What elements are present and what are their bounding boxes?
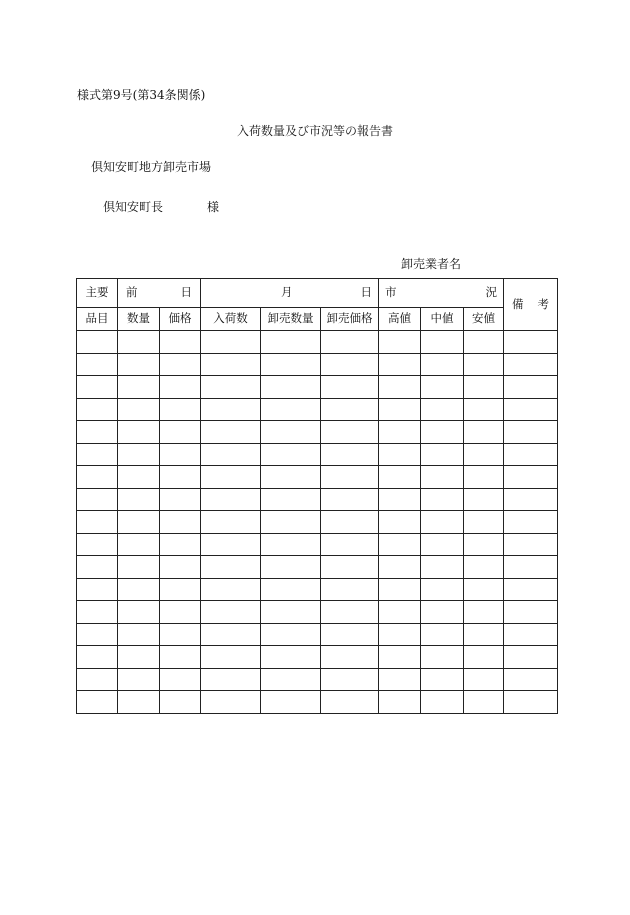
table-cell	[77, 466, 118, 489]
table-cell	[379, 421, 421, 444]
table-cell	[77, 556, 118, 579]
table-cell	[379, 691, 421, 714]
table-cell	[464, 466, 504, 489]
table-cell	[160, 331, 201, 354]
table-row	[77, 511, 558, 534]
table-cell	[77, 488, 118, 511]
table-cell	[464, 331, 504, 354]
table-cell	[201, 421, 261, 444]
table-cell	[118, 421, 160, 444]
table-cell	[321, 691, 379, 714]
table-cell	[504, 488, 558, 511]
table-cell	[504, 443, 558, 466]
table-row	[77, 623, 558, 646]
table-cell	[421, 533, 464, 556]
table-cell	[464, 646, 504, 669]
table-cell	[118, 398, 160, 421]
table-cell	[321, 353, 379, 376]
table-cell	[421, 466, 464, 489]
table-cell	[321, 511, 379, 534]
col-high-price: 高値	[379, 308, 421, 331]
table-cell	[77, 331, 118, 354]
table-row	[77, 601, 558, 624]
table-cell	[504, 601, 558, 624]
table-row	[77, 331, 558, 354]
table-cell	[321, 601, 379, 624]
table-cell	[160, 398, 201, 421]
col-mid-price: 中値	[421, 308, 464, 331]
table-cell	[321, 488, 379, 511]
table-cell	[118, 533, 160, 556]
table-cell	[379, 398, 421, 421]
table-cell	[464, 376, 504, 399]
table-cell	[77, 398, 118, 421]
table-cell	[321, 466, 379, 489]
table-cell	[504, 623, 558, 646]
table-cell	[321, 668, 379, 691]
table-cell	[261, 646, 321, 669]
table-cell	[504, 691, 558, 714]
table-cell	[77, 421, 118, 444]
table-cell	[321, 421, 379, 444]
table-cell	[160, 511, 201, 534]
table-cell	[261, 443, 321, 466]
table-cell	[118, 691, 160, 714]
table-cell	[77, 533, 118, 556]
table-cell	[504, 421, 558, 444]
table-cell	[160, 623, 201, 646]
table-cell	[201, 398, 261, 421]
table-cell	[201, 353, 261, 376]
table-cell	[504, 646, 558, 669]
header-row-2	[77, 308, 558, 331]
table-cell	[261, 578, 321, 601]
table-cell	[421, 646, 464, 669]
table-cell	[379, 646, 421, 669]
table-cell	[201, 466, 261, 489]
table-cell	[77, 691, 118, 714]
table-cell	[261, 331, 321, 354]
table-cell	[118, 556, 160, 579]
table-cell	[421, 421, 464, 444]
table-cell	[421, 376, 464, 399]
table-cell	[421, 601, 464, 624]
col-arrivals: 入荷数	[201, 308, 261, 331]
table-cell	[379, 376, 421, 399]
table-cell	[504, 353, 558, 376]
col-wholesale-price: 卸売価格	[321, 308, 379, 331]
table-cell	[118, 488, 160, 511]
table-cell	[118, 511, 160, 534]
item-header-top: 主要	[77, 279, 118, 308]
table-cell	[201, 511, 261, 534]
market-condition-header: 市 況	[379, 279, 504, 308]
table-row	[77, 646, 558, 669]
col-prev-quantity: 数量	[118, 308, 160, 331]
table-cell	[160, 578, 201, 601]
table-cell	[321, 646, 379, 669]
table-cell	[421, 353, 464, 376]
table-cell	[321, 556, 379, 579]
table-cell	[201, 623, 261, 646]
table-cell	[160, 691, 201, 714]
table-cell	[118, 466, 160, 489]
table-cell	[379, 533, 421, 556]
table-cell	[504, 398, 558, 421]
table-cell	[77, 601, 118, 624]
table-cell	[118, 623, 160, 646]
table-cell	[464, 511, 504, 534]
table-cell	[421, 488, 464, 511]
table-cell	[201, 646, 261, 669]
table-cell	[464, 488, 504, 511]
table-cell	[421, 691, 464, 714]
table-cell	[464, 556, 504, 579]
table-cell	[321, 398, 379, 421]
table-row	[77, 376, 558, 399]
table-cell	[77, 443, 118, 466]
table-cell	[160, 466, 201, 489]
table-cell	[77, 353, 118, 376]
table-cell	[261, 691, 321, 714]
table-cell	[201, 488, 261, 511]
table-cell	[160, 421, 201, 444]
table-cell	[118, 601, 160, 624]
table-row	[77, 466, 558, 489]
table-cell	[464, 421, 504, 444]
table-cell	[379, 556, 421, 579]
table-cell	[160, 533, 201, 556]
table-row	[77, 353, 558, 376]
table-cell	[261, 466, 321, 489]
table-cell	[464, 623, 504, 646]
market-name: 倶知安町地方卸売市場	[91, 160, 212, 174]
form-number: 様式第9号(第34条関係)	[77, 88, 206, 102]
table-cell	[201, 578, 261, 601]
table-cell	[77, 623, 118, 646]
table-row	[77, 668, 558, 691]
table-cell	[77, 578, 118, 601]
table-cell	[421, 398, 464, 421]
table-cell	[77, 668, 118, 691]
table-cell	[464, 601, 504, 624]
report-table	[76, 278, 558, 714]
table-row	[77, 533, 558, 556]
table-row	[77, 421, 558, 444]
table-cell	[160, 376, 201, 399]
table-cell	[261, 601, 321, 624]
table-cell	[321, 376, 379, 399]
table-cell	[421, 578, 464, 601]
table-cell	[321, 578, 379, 601]
table-cell	[504, 376, 558, 399]
table-cell	[504, 466, 558, 489]
table-cell	[160, 443, 201, 466]
table-cell	[118, 353, 160, 376]
table-cell	[261, 556, 321, 579]
table-cell	[379, 578, 421, 601]
item-header-bottom: 品目	[77, 308, 118, 331]
table-cell	[379, 601, 421, 624]
table-cell	[421, 443, 464, 466]
table-cell	[201, 556, 261, 579]
col-prev-price: 価格	[160, 308, 201, 331]
table-cell	[379, 443, 421, 466]
table-cell	[261, 421, 321, 444]
table-cell	[379, 353, 421, 376]
table-cell	[379, 668, 421, 691]
table-cell	[261, 533, 321, 556]
table-row	[77, 691, 558, 714]
table-cell	[118, 646, 160, 669]
table-cell	[160, 601, 201, 624]
table-cell	[201, 533, 261, 556]
prev-day-header: 前 日	[118, 279, 201, 308]
document-title: 入荷数量及び市況等の報告書	[237, 124, 394, 138]
table-cell	[118, 376, 160, 399]
table-cell	[464, 398, 504, 421]
remarks-header: 備 考	[504, 279, 558, 331]
table-cell	[504, 556, 558, 579]
table-cell	[464, 443, 504, 466]
table-cell	[77, 646, 118, 669]
table-cell	[201, 443, 261, 466]
table-cell	[160, 488, 201, 511]
table-cell	[77, 376, 118, 399]
table-row	[77, 488, 558, 511]
col-wholesale-quantity: 卸売数量	[261, 308, 321, 331]
table-row	[77, 578, 558, 601]
col-low-price: 安値	[464, 308, 504, 331]
table-cell	[261, 488, 321, 511]
table-cell	[201, 601, 261, 624]
table-cell	[421, 331, 464, 354]
table-cell	[421, 668, 464, 691]
table-cell	[118, 668, 160, 691]
table-cell	[379, 331, 421, 354]
table-cell	[379, 488, 421, 511]
table-cell	[160, 556, 201, 579]
table-cell	[421, 511, 464, 534]
table-cell	[261, 623, 321, 646]
table-cell	[504, 511, 558, 534]
table-cell	[321, 533, 379, 556]
table-cell	[464, 578, 504, 601]
table-cell	[77, 511, 118, 534]
table-cell	[201, 331, 261, 354]
table-cell	[160, 646, 201, 669]
table-cell	[201, 691, 261, 714]
table-cell	[464, 353, 504, 376]
table-cell	[261, 668, 321, 691]
addressee: 倶知安町長	[103, 200, 164, 214]
table-cell	[379, 623, 421, 646]
seller-name-label: 卸売業者名	[401, 257, 462, 271]
table-cell	[464, 668, 504, 691]
table-cell	[261, 353, 321, 376]
table-cell	[321, 443, 379, 466]
table-cell	[160, 353, 201, 376]
table-row	[77, 556, 558, 579]
table-cell	[118, 331, 160, 354]
date-header: 月 日	[201, 279, 379, 308]
table-cell	[118, 578, 160, 601]
table-row	[77, 398, 558, 421]
table-cell	[504, 578, 558, 601]
table-cell	[379, 466, 421, 489]
table-cell	[261, 398, 321, 421]
table-row	[77, 443, 558, 466]
table-cell	[379, 511, 421, 534]
table-cell	[421, 556, 464, 579]
table-cell	[160, 668, 201, 691]
header-row-1	[77, 279, 558, 308]
table-cell	[504, 668, 558, 691]
table-cell	[421, 623, 464, 646]
table-cell	[201, 376, 261, 399]
table-cell	[504, 331, 558, 354]
table-cell	[464, 533, 504, 556]
table-cell	[321, 623, 379, 646]
table-cell	[321, 331, 379, 354]
table-cell	[118, 443, 160, 466]
table-cell	[261, 511, 321, 534]
table-cell	[464, 691, 504, 714]
table-cell	[261, 376, 321, 399]
table-cell	[504, 533, 558, 556]
honorific: 様	[207, 200, 220, 214]
table-cell	[201, 668, 261, 691]
